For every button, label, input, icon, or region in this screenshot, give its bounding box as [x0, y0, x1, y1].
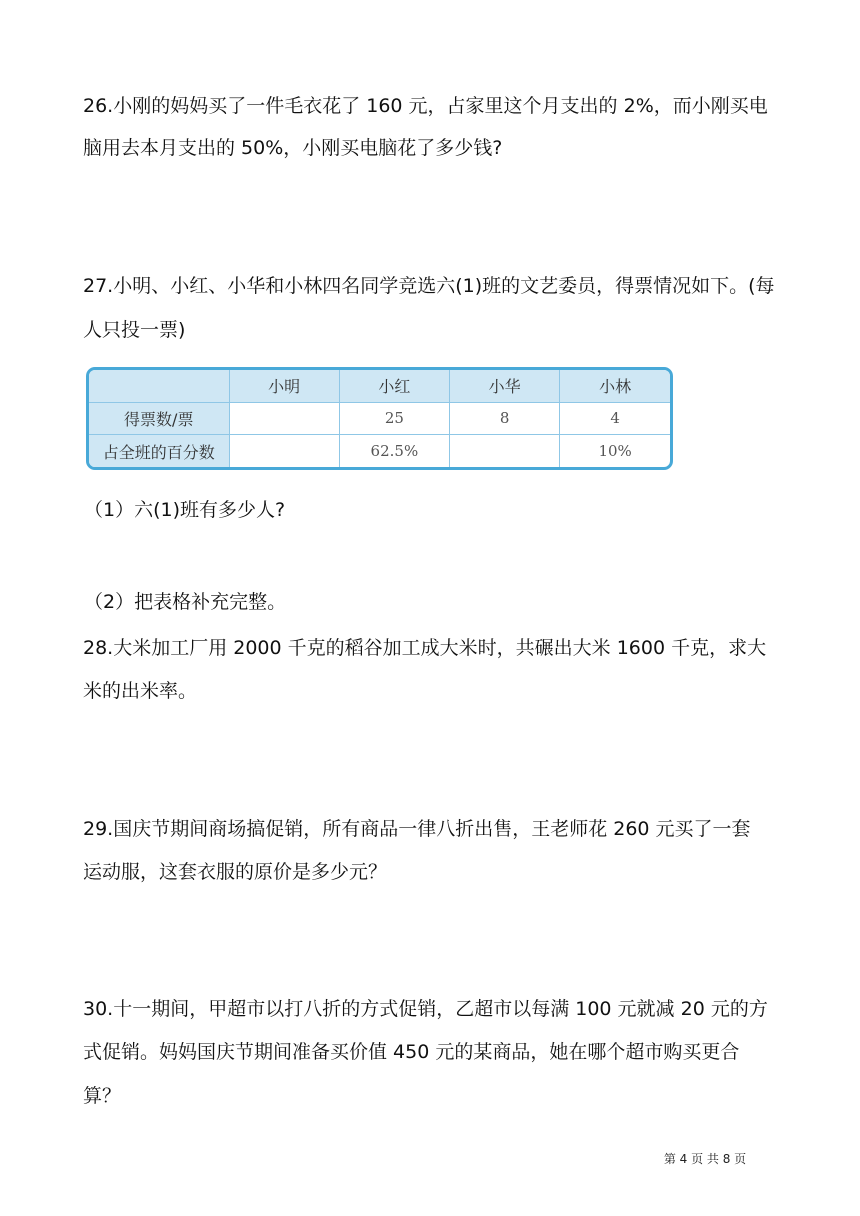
- question-29-line-1: 29.国庆节期间商场搞促销，所有商品一律八折出售，王老师花 260 元买了一套: [83, 818, 751, 840]
- table-cell: 62.5%: [339, 435, 449, 467]
- table-row-label: 得票数/票: [89, 402, 229, 435]
- table-header-cell: [89, 370, 229, 402]
- table-cell: 25: [339, 402, 449, 435]
- question-27-sub-2: （2）把表格补充完整。: [84, 591, 287, 613]
- table-cell: 4: [560, 402, 670, 435]
- table-cell: 10%: [560, 435, 670, 467]
- table-header-cell: 小华: [450, 370, 560, 402]
- table-header-cell: 小红: [339, 370, 449, 402]
- question-27-sub-1: （1）六(1)班有多少人?: [84, 499, 286, 521]
- question-26-line-2: 脑用去本月支出的 50%，小刚买电脑花了多少钱?: [83, 137, 503, 159]
- table-row: [89, 402, 670, 435]
- question-30-line-3: 算？: [83, 1085, 122, 1107]
- question-30-line-2: 式促销。妈妈国庆节期间准备买价值 450 元的某商品，她在哪个超市购买更合: [83, 1041, 740, 1063]
- table-cell: [229, 402, 339, 435]
- question-30-line-1: 30.十一期间，甲超市以打八折的方式促销，乙超市以每满 100 元就减 20 元的方: [83, 998, 768, 1020]
- table-cell: [229, 435, 339, 467]
- table-row: [89, 435, 670, 467]
- question-29-line-2: 运动服，这套衣服的原价是多少元？: [83, 861, 388, 883]
- page-number: 第 4 页 共 8 页: [663, 1152, 747, 1166]
- question-26-line-1: 26.小刚的妈妈买了一件毛衣花了 160 元，占家里这个月支出的 2%，而小刚买电: [83, 95, 768, 117]
- table-row-label: 占全班的百分数: [89, 435, 229, 467]
- table-header-row: [89, 370, 670, 402]
- question-27-line-2: 人只投一票): [83, 319, 186, 341]
- table-cell: [450, 435, 560, 467]
- question-28-line-2: 米的出米率。: [83, 680, 198, 702]
- question-28-line-1: 28.大米加工厂用 2000 千克的稻谷加工成大米时，共碾出大米 1600 千克，求大: [83, 637, 767, 659]
- table-header-cell: 小明: [229, 370, 339, 402]
- table-header-cell: 小林: [560, 370, 670, 402]
- table-cell: 8: [450, 402, 560, 435]
- question-27-line-1: 27.小明、小红、小华和小林四名同学竞选六(1)班的文艺委员，得票情况如下。(每: [83, 275, 775, 297]
- vote-table: [86, 367, 673, 470]
